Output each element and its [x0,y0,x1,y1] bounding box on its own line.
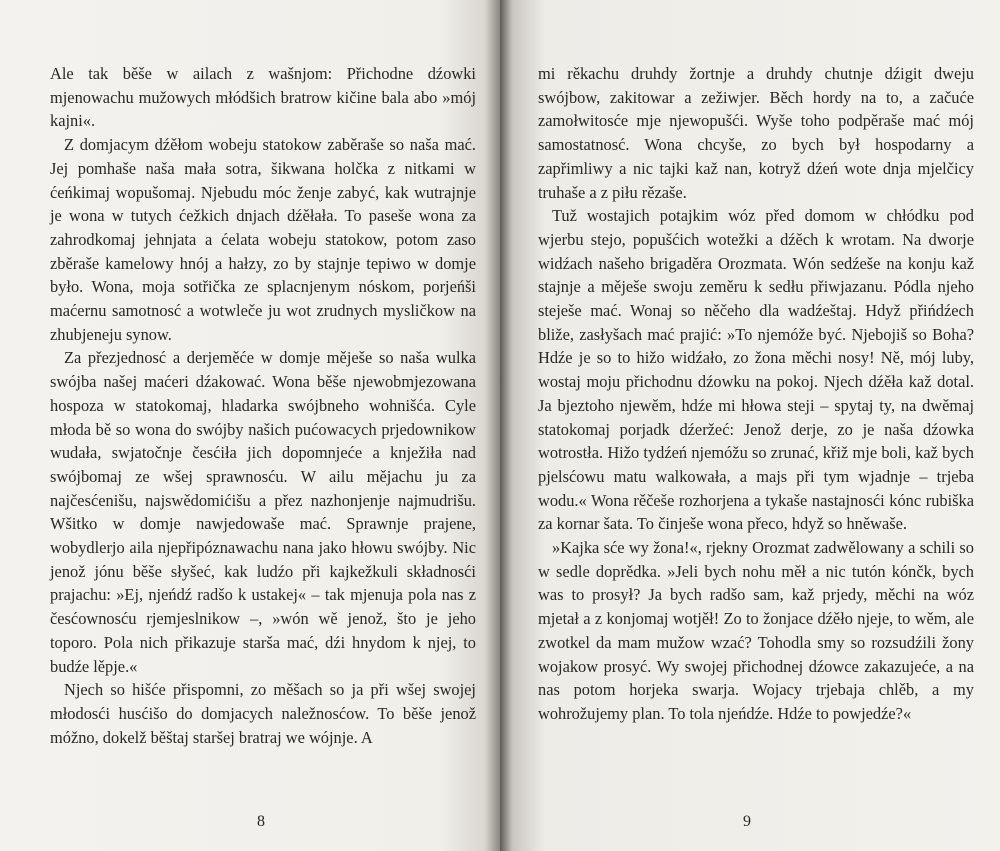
paragraph: Z domjacym dźěłom wobeju statokow zaběraše so naša mać. Jej pomhaše naša mała sotra, šikwana holčka z nitkami w ćeńkimaj wopušomaj. Njebudu móc ženje zabyć, kak wutrajnje je wona w tutych ćežkich dnjach dźěłała. To paseše wona za zahrodkomaj jehnjata a ćelata wobeju statokow, potom zaso zběraše kamelowy hnój a hałzy, zo by stajnje tepiwo w domje było. Wona, moja sotřička ze splacnjenym nóskom, porjeńši maćernu samotnosć a wotwleče ju wot zrudnych mysličkow na zhubjeneju synow. [50,135,476,344]
paragraph: mi rěkachu druhdy žortnje a druhdy chutnje dźigit dweju swójbow, zakitowar a zežiwjer. Běch hordy na to, a začuće zamołwitosće mje njewopušći. Wyše toho podpěraše mać mój samostatnosć. Wona chcyše, zo bych był hospodarny a zapřimliwy a nic tajki kaž nan, kotryž dźeń wote dnja mjelčicy truhaše a z piłu rězaše. [538,64,974,202]
left-page-text [50,62,476,749]
right-page [500,0,1000,851]
paragraph: Ale tak běše w ailach z wašnjom: Přichodne dźowki mjenowachu mužowych młódšich bratrow kičine bala abo »mój kajni«. [50,64,476,131]
right-page-text [538,62,974,726]
paragraph: Za přezjednosć a derjeměće w domje měješe so naša wulka swójba našej maćeri dźakować. Wona běše njewobmjezowana hospoza w statokomaj, hladarka swójbneho wohnišća. Cyle młoda bě so wona do swójby našich pućowacych prjedownikow wudała, swjatočnje česćiła jich dopomnjeće a knježiła nad swójbomaj ze wšej sprawnosću. W ailu mějachu ju za najčesćenišu, najswědomićišu a přez nazhonjenje najmudrišu. Wšitko w domje nawjedowaše mać. Sprawnje prajene, wobydlerjo aila njepřipóznawachu nana jako hłowu swójby. Nic jenož jónu běše słyšeć, kak ludźo při kajkežkuli składnosći prajachu: »Ej, njeńdź radšo k ustakej« – tak mjenuja pola nas z česćownosću rjemjeslnikow –, »wón wě jenož, što je jeho toporo. Pola nich přikazuje starša mać, dźi hnydom k njej, to budźe lěpje.« [50,348,476,676]
paragraph: Njech so hišće přispomni, zo měšach so ja při wšej swojej młodosći husćišo do domjacych naležnosćow. To běše jenož móžno, dokelž běštaj staršej bratraj we wójnje. A [50,680,476,747]
paragraph: Tuž wostajich potajkim wóz před domom w chłódku pod wjerbu stejo, popušćich wotežki a dźěch k wrotam. Na dworje widźach našeho brigaděra Orozmata. Wón sedźeše na konju kaž stajnje a měješe swoju zeměru k sedłu přiwjazanu. Pódla njeho steješe mać. Wonaj so něčeho dla wadźeštaj. Hdyž přińdźech bliže, zasłyšach mać prajić: »To njemóže być. Njebojiš so Boha? Hdźe je so to hižo widźało, zo žona měchi nosy! Ně, mój luby, wostaj moju přichodnu dźowku na pokoj. Njech dźěła kaž dotal. Ja bjeztoho njewěm, hdźe mi hłowa steji – spytaj ty, na dwěmaj statokomaj porjadk dźeržeć: Jenož derje, zo je naša dźowka wotrostła. Hižo tydźeń njemóžu so zrunać, křiž mje boli, kaž bych pjelsćowu matu walkowała, a majs při tym wjadnje – trjeba wodu.« Wona rěčeše rozhorjena a tykaše nastajnosći kónc rubiška za kornar šata. To činješe wona přeco, hdyž so hněwaše. [538,206,974,534]
page-number: 9 [743,813,751,830]
paragraph: »Kajka sće wy žona!«, rjekny Orozmat zadwělowany a schili so w sedle doprědka. »Jeli bych nohu měł a nic tutón kónčk, bych was to prosył? Ja bych radšo sam, kaž prjedy, měchi na wóz mjetał a z konjomaj wotjěł! Zo to žonjace dźěło njeje, to wěm, ale zwotkel da mam mužow wzać? Tohodla smy so rozsudźili žony wojakow prosyć. Wy swojej přichodnej dźowce zakazujeće, a na nas potom horjeka swarja. Wojacy trjebaja chlěb, a my wohrožujemy plan. To tola njeńdźe. Hdźe to powjedźe?« [538,538,974,723]
page-number: 8 [257,813,265,830]
